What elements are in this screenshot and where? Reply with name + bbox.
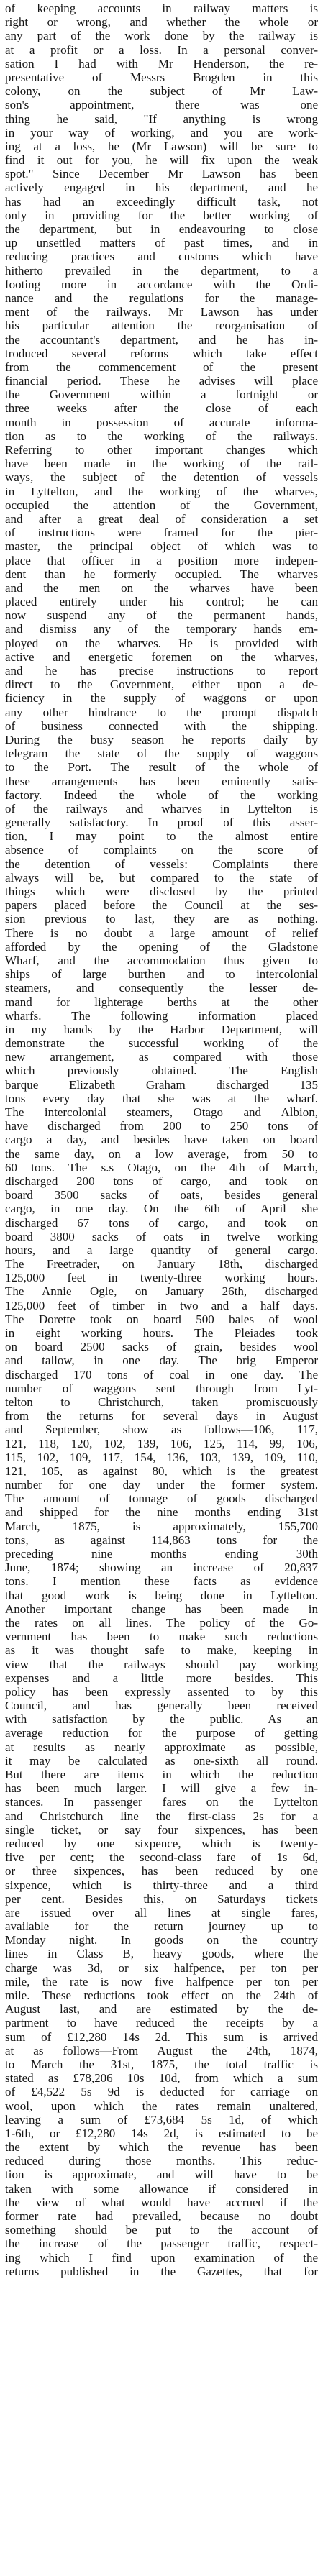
text-line: stances. In passenger fares on the Lyttelton bbox=[5, 1795, 318, 1809]
text-line: now suspend any of the permanent hands, bbox=[5, 608, 318, 623]
text-line: the department, but in endeavouring to close bbox=[5, 222, 318, 236]
text-line: reducing practices and customs which have bbox=[5, 250, 318, 264]
text-line: and shipped for the nine months ending 31st bbox=[5, 1505, 318, 1520]
text-line: sation I had with Mr Henderson, the re- bbox=[5, 56, 318, 70]
text-line: of instructions were framed for the pier- bbox=[5, 526, 318, 540]
text-line: absence of complaints on the score of bbox=[5, 843, 318, 857]
text-line: and September, show as follows—106, 117, bbox=[5, 1422, 318, 1437]
text-line: Wharf, and the accommodation thus given to bbox=[5, 953, 318, 967]
text-line: 125,000 feet of timber in two and a half days. bbox=[5, 1298, 318, 1312]
text-line: which previously obtained. The English bbox=[5, 1064, 318, 1078]
text-line: to the Port. The result of the whole of bbox=[5, 760, 318, 775]
text-line: board 3500 sacks of oats, besides general bbox=[5, 1188, 318, 1202]
text-line: of the railways and wharves in Lyttelton is bbox=[5, 801, 318, 816]
text-line: troduced several reforms which take effect bbox=[5, 346, 318, 360]
text-line: mile. These reductions took effect on the 24th of bbox=[5, 1988, 318, 2002]
text-line: vernment has been to make such reductions bbox=[5, 1630, 318, 1644]
text-line: up unsettled matters of past times, and in bbox=[5, 236, 318, 250]
text-line: afforded by the opening of the Gladstone bbox=[5, 939, 318, 954]
text-line: place that officer in a position more indepen- bbox=[5, 553, 318, 567]
text-line: and after a great deal of consideration a set bbox=[5, 511, 318, 526]
text-line: master, the principal object of which was to bbox=[5, 539, 318, 554]
text-line: to March the 31st, 1875, the total traffic is bbox=[5, 2057, 318, 2071]
text-line: cargo, in one day. On the 6th of April she bbox=[5, 1202, 318, 1216]
text-line: that good work is being done in Lyttelton. bbox=[5, 1588, 318, 1602]
text-line: factory. Indeed the whole of the working bbox=[5, 787, 318, 802]
text-line: The Annie Ogle, on January 26th, discharged bbox=[5, 1284, 318, 1299]
text-line: sion previous to last, they are as nothing. bbox=[5, 912, 318, 926]
text-line: direct to the Government, either upon a de- bbox=[5, 677, 318, 692]
text-line: at results as nearly approximate as possible, bbox=[5, 1740, 318, 1754]
text-line: single ticket, or say four sixpences, has been bbox=[5, 1822, 318, 1837]
text-line: view that the railways should pay working bbox=[5, 1657, 318, 1671]
text-line: with satisfaction by the public. As an bbox=[5, 1712, 318, 1727]
text-line: tion, I may point to the almost entire bbox=[5, 829, 318, 844]
text-line: The amount of tonnage of goods discharged bbox=[5, 1492, 318, 1506]
text-line: discharged 170 tons of coal in one day. The bbox=[5, 1367, 318, 1381]
text-line: nance and the regulations for the manage- bbox=[5, 291, 318, 305]
text-line: 121, 118, 120, 102, 139, 106, 125, 114, 99, 106, bbox=[5, 1436, 318, 1451]
text-line: returns published in the Gazettes, that for bbox=[5, 2264, 318, 2278]
text-line: the Government within a fortnight or bbox=[5, 388, 318, 402]
text-line: Another important change has been made in bbox=[5, 1602, 318, 1616]
text-line: Monday night. In goods on the country bbox=[5, 1933, 318, 1947]
text-line: per cent. Besides this, on Saturdays tickets bbox=[5, 1891, 318, 1906]
text-line: August last, and are estimated by the de- bbox=[5, 2002, 318, 2017]
text-line: 60 tons. The s.s Otago, on the 4th of March, bbox=[5, 1160, 318, 1174]
text-line: are issued over all lines at single fares, bbox=[5, 1905, 318, 1919]
text-line: month in possession of accurate informa- bbox=[5, 415, 318, 429]
text-line: find it out for you, he will fix upon the weak bbox=[5, 153, 318, 168]
text-line: and the men on the wharves have been bbox=[5, 580, 318, 595]
text-line: and tallow, in one day. The brig Emperor bbox=[5, 1353, 318, 1368]
text-line: financial period. These he advises will place bbox=[5, 374, 318, 388]
text-line: ing which I find upon examination of the bbox=[5, 2250, 318, 2265]
text-line: 115, 102, 109, 117, 154, 136, 103, 139, 109, 110, bbox=[5, 1450, 318, 1464]
text-line: in your way of working, and you are work- bbox=[5, 125, 318, 140]
text-line: Referring to other important changes which bbox=[5, 443, 318, 457]
text-line: reduced during those months. This reduc- bbox=[5, 2154, 318, 2168]
text-line: mand for lighterage berths at the other bbox=[5, 995, 318, 1009]
text-line: partment to have reduced the receipts by a bbox=[5, 2016, 318, 2030]
text-line: taken with some allowance if considered in bbox=[5, 2181, 318, 2196]
text-line: There is no doubt a large amount of relief bbox=[5, 926, 318, 940]
text-line: barque Elizabeth Graham discharged 135 bbox=[5, 1077, 318, 1092]
text-line: tons, as against 114,863 tons for the bbox=[5, 1533, 318, 1547]
text-line: colony, on the subject of Mr Law- bbox=[5, 84, 318, 99]
text-line: stated as £78,206 10s 10d, from which a sum bbox=[5, 2071, 318, 2086]
text-line: available for the return journey up to bbox=[5, 1919, 318, 1934]
text-line: lines in Class B, heavy goods, where the bbox=[5, 1947, 318, 1961]
text-line: footing more in accordance with the Ordi- bbox=[5, 277, 318, 291]
text-line: charge was 3d, or six halfpence, per ton per bbox=[5, 1960, 318, 1975]
text-line: tion is approximate, and will have to be bbox=[5, 2168, 318, 2182]
text-line: things which were disclosed by the printed bbox=[5, 885, 318, 898]
text-line: 1-6th, or £12,280 14s 2d, is estimated to be bbox=[5, 2126, 318, 2140]
text-line: placed entirely under his control; he can bbox=[5, 595, 318, 609]
text-line: new arrangement, as compared with those bbox=[5, 1050, 318, 1064]
text-line: tons. I mention these facts as evidence bbox=[5, 1574, 318, 1589]
text-line: expenses and a little more besides. This bbox=[5, 1671, 318, 1685]
text-line: wool, upon which the rates remain unaltered, bbox=[5, 2098, 318, 2113]
text-line: reduced by one sixpence, which is twenty- bbox=[5, 1836, 318, 1850]
text-line: generally satisfactory. In proof of this asser- bbox=[5, 816, 318, 830]
text-line: cargo a day, and besides have taken on board bbox=[5, 1133, 318, 1147]
text-line: of £4,522 5s 9d is deducted for carriage on bbox=[5, 2085, 318, 2099]
text-line: from the returns for several days in August bbox=[5, 1409, 318, 1423]
text-line: telton to Christchurch, taken promiscuously bbox=[5, 1394, 318, 1409]
text-line: leaving a sum of £73,684 5s 1d, of which bbox=[5, 2112, 318, 2127]
text-line: something should be put to the account of bbox=[5, 2223, 318, 2237]
text-line: The Freetrader, on January 18th, discharged bbox=[5, 1257, 318, 1271]
text-line: has been much larger. I will give a few in- bbox=[5, 1781, 318, 1796]
text-line: ing at a loss, he (Mr Lawson) will be sure to bbox=[5, 139, 318, 153]
text-line: in eight working hours. The Pleiades took bbox=[5, 1326, 318, 1340]
text-line: steamers, and consequently the lesser de- bbox=[5, 981, 318, 995]
text-line: the detention of vessels: Complaints there bbox=[5, 857, 318, 871]
text-line: three weeks after the close of each bbox=[5, 401, 318, 416]
text-line: of keeping accounts in railway matters is bbox=[5, 1, 318, 15]
text-line: telegram the state of the supply of waggons bbox=[5, 746, 318, 761]
text-line: from the commencement of the present bbox=[5, 360, 318, 374]
text-line: Council, and has generally been received bbox=[5, 1699, 318, 1713]
text-line: papers placed before the Council at the ses- bbox=[5, 898, 318, 913]
text-line: always will be, but compared to the state of bbox=[5, 870, 318, 885]
text-line: ships of large burthen and to intercolonial bbox=[5, 967, 318, 982]
text-line: During the busy season he reports daily by bbox=[5, 732, 318, 746]
text-line: the increase of the passenger traffic, respect- bbox=[5, 2237, 318, 2251]
text-line: 121, 105, as against 80, which is the greatest bbox=[5, 1463, 318, 1478]
text-line: actively engaged in his department, and he bbox=[5, 181, 318, 195]
text-line: any other hindrance to the prompt dispatch bbox=[5, 705, 318, 719]
text-line: in my hands by the Harbor Department, will bbox=[5, 1022, 318, 1036]
text-line: spot." Since December Mr Lawson has been bbox=[5, 167, 318, 181]
text-line: wharfs. The following information placed bbox=[5, 1008, 318, 1023]
text-line: tion as to the working of the railways. bbox=[5, 429, 318, 443]
text-line: June, 1874; showing an increase of 20,837 bbox=[5, 1561, 318, 1575]
text-line: at as follows—From August the 24th, 1874, bbox=[5, 2043, 318, 2057]
text-line: and Christchurch line the first-class 2s for a bbox=[5, 1809, 318, 1823]
text-line: the rates on all lines. The policy of the Go- bbox=[5, 1615, 318, 1630]
text-line: average reduction for the purpose of getting bbox=[5, 1726, 318, 1740]
text-line: on board 2500 sacks of grain, besides wool bbox=[5, 1340, 318, 1354]
text-line: hours, and a large quantity of general cargo. bbox=[5, 1243, 318, 1257]
text-line: have discharged from 200 to 250 tons of bbox=[5, 1119, 318, 1133]
text-line: the extent by which the revenue has been bbox=[5, 2140, 318, 2155]
text-line: number of waggons sent through from Lyt- bbox=[5, 1381, 318, 1395]
text-line: ment of the railways. Mr Lawson has under bbox=[5, 305, 318, 319]
text-line: 125,000 feet in twenty-three working hours. bbox=[5, 1271, 318, 1285]
text-line: have been made in the working of the rail- bbox=[5, 457, 318, 471]
text-line: former rate had prevailed, because no doubt bbox=[5, 2209, 318, 2223]
text-line: of business connected with the shipping. bbox=[5, 718, 318, 733]
text-line: tons every day that she was at the wharf. bbox=[5, 1091, 318, 1105]
text-line: has had an exceedingly difficult task, not bbox=[5, 194, 318, 209]
text-line: mile, the rate is now five halfpence per ton per bbox=[5, 1974, 318, 1988]
text-line: thing he said, "If anything is wrong bbox=[5, 111, 318, 126]
text-line: sum of £12,280 14s 2d. This sum is arrived bbox=[5, 2029, 318, 2044]
text-line: active and energetic foremen on the wharves, bbox=[5, 649, 318, 664]
text-line: any part of the work done by the railway is bbox=[5, 29, 318, 43]
text-line: at a profit or a loss. In a personal conver- bbox=[5, 42, 318, 57]
text-line: or three sixpences, has been reduced by one bbox=[5, 1864, 318, 1878]
text-line: discharged 67 tons of cargo, and took on bbox=[5, 1215, 318, 1230]
text-line: But there are items in which the reduction bbox=[5, 1768, 318, 1781]
text-line: The Dorette took on board 500 bales of wool bbox=[5, 1312, 318, 1326]
text-line: preceding nine months ending 30th bbox=[5, 1547, 318, 1561]
text-line: board 3800 sacks of oats in twelve working bbox=[5, 1229, 318, 1243]
text-line: ficiency in the supply of waggons or upon bbox=[5, 691, 318, 705]
text-line: as it was thought safe to make, keeping in bbox=[5, 1643, 318, 1658]
text-line: number for one day under the former system. bbox=[5, 1478, 318, 1492]
text-line: occupied the attention of the Government, bbox=[5, 498, 318, 512]
text-line: it may be calculated as one-sixth all round. bbox=[5, 1753, 318, 1768]
text-line: The intercolonial steamers, Otago and Albion, bbox=[5, 1105, 318, 1119]
text-line: in Lyttelton, and the working of the wharves, bbox=[5, 484, 318, 498]
text-line: discharged 200 tons of cargo, and took on bbox=[5, 1174, 318, 1188]
text-line: March, 1875, is approximately, 155,700 bbox=[5, 1519, 318, 1533]
text-line: policy has been expressly assented to by this bbox=[5, 1684, 318, 1699]
text-line: sixpence, which is thirty-three and a third bbox=[5, 1878, 318, 1892]
text-line: right or wrong, and whether the whole or bbox=[5, 15, 318, 29]
text-line: five per cent; the second-class fare of 1s 6d, bbox=[5, 1850, 318, 1865]
text-line: and he has precise instructions to report bbox=[5, 664, 318, 677]
text-line: the accountant's department, and he has in- bbox=[5, 332, 318, 347]
text-line: son's appointment, there was one bbox=[5, 98, 318, 112]
text-line: his particular attention the reorganisation of bbox=[5, 319, 318, 333]
text-line: only in providing for the better working of bbox=[5, 208, 318, 222]
text-line: ployed on the wharves. He is provided with bbox=[5, 636, 318, 650]
text-line: hitherto prevailed in the department, to a bbox=[5, 263, 318, 278]
text-line: the view of what would have accrued if the bbox=[5, 2195, 318, 2209]
text-line: ways, the subject of the detention of vessels bbox=[5, 470, 318, 485]
text-line: and dismiss any of the temporary hands em- bbox=[5, 622, 318, 636]
text-line: presentative of Messrs Brogden in this bbox=[5, 70, 318, 84]
text-line: demonstrate the successful working of the bbox=[5, 1036, 318, 1051]
text-line: dent than he formerly occupied. The wharves bbox=[5, 567, 318, 581]
text-line: these arrangements has been eminently satis- bbox=[5, 774, 318, 788]
text-line: the same day, on a low average, from 50 to bbox=[5, 1146, 318, 1161]
